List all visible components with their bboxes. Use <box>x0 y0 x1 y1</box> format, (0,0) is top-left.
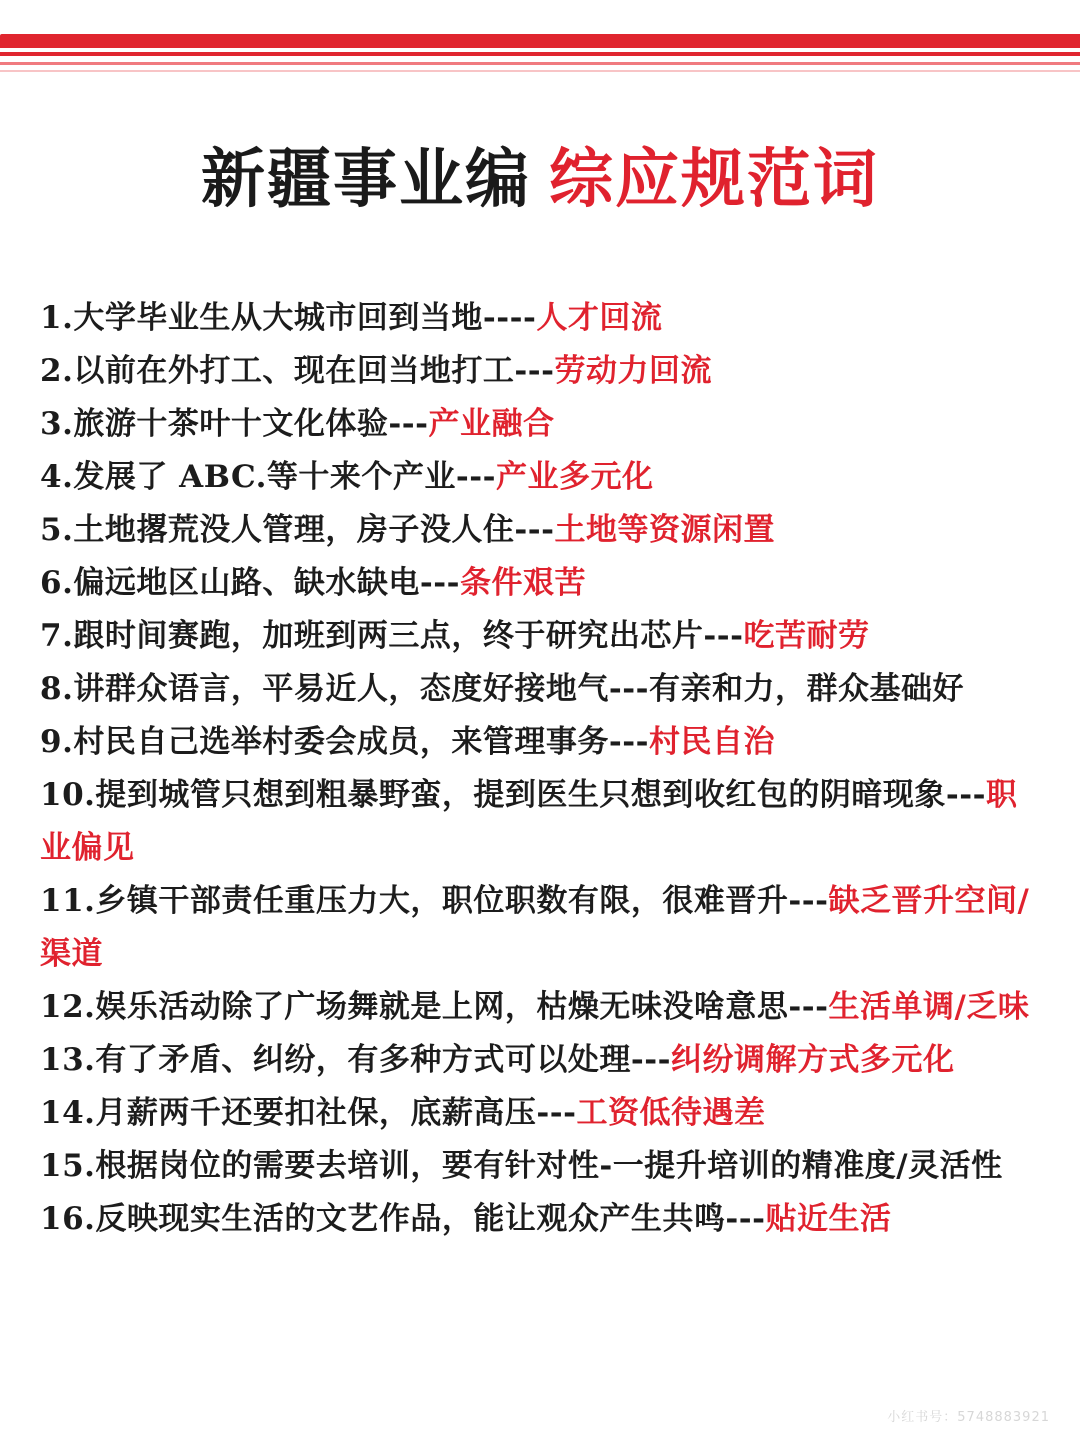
item-question: 11.乡镇干部责任重压力大，职位职数有限，很难晋升--- <box>40 883 829 919</box>
item-question: 1.大学毕业生从大城市回到当地---- <box>40 300 537 336</box>
item-question: 16.反映现实生活的文艺作品，能让观众产生共鸣--- <box>40 1201 766 1237</box>
list-item <box>40 398 1040 451</box>
list-item <box>40 1034 1040 1087</box>
list-item <box>40 345 1040 398</box>
item-answer: 职业偏见 <box>40 777 1018 866</box>
item-question: 9.村民自己选举村委会成员，来管理事务--- <box>40 724 649 760</box>
list-item <box>40 716 1040 769</box>
title-black-part: 新疆事业编 <box>201 142 531 217</box>
list-item <box>40 769 1040 875</box>
item-answer: 吃苦耐劳 <box>743 618 870 654</box>
list-item <box>40 981 1040 1034</box>
item-question: 7.跟时间赛跑，加班到两三点，终于研究出芯片--- <box>40 618 744 654</box>
item-answer: 土地等资源闲置 <box>554 512 775 548</box>
item-answer: 条件艰苦 <box>459 565 586 601</box>
list-item <box>40 504 1040 557</box>
list-item <box>40 1140 1040 1193</box>
item-question: 2.以前在外打工、现在回当地打工--- <box>40 353 555 389</box>
item-answer: 劳动力回流 <box>554 353 712 389</box>
item-question: 5.土地撂荒没人管理，房子没人住--- <box>40 512 555 548</box>
item-question: 10.提到城管只想到粗暴野蛮，提到医生只想到收红包的阴暗现象--- <box>40 777 987 813</box>
item-answer: 产业多元化 <box>496 459 654 495</box>
title-red-part: 综应规范词 <box>549 142 879 217</box>
top-red-stripes <box>0 34 1080 82</box>
item-answer: 工资低待遇差 <box>576 1095 766 1131</box>
item-answer: 生活单调/乏味 <box>828 989 1030 1025</box>
item-question: 15.根据岗位的需要去培训，要有针对性-一提升培训的精准度/灵活性 <box>40 1148 1003 1184</box>
item-answer: 贴近生活 <box>765 1201 892 1237</box>
watermark: 小红书号：5748883921 <box>887 1410 1050 1425</box>
list-item <box>40 610 1040 663</box>
item-question: 4.发展了 ABC.等十来个产业--- <box>40 459 497 495</box>
item-answer: 缺乏晋升空间/渠道 <box>40 883 1030 972</box>
item-answer: 纠纷调解方式多元化 <box>671 1042 955 1078</box>
item-answer: 产业融合 <box>428 406 555 442</box>
item-question: 12.娱乐活动除了广场舞就是上网，枯燥无味没啥意思--- <box>40 989 829 1025</box>
list-item <box>40 875 1040 981</box>
item-answer: 人才回流 <box>536 300 663 336</box>
list-item <box>40 1193 1040 1246</box>
list-item <box>40 663 1040 716</box>
item-question: 3.旅游十茶叶十文化体验--- <box>40 406 429 442</box>
list-item <box>40 451 1040 504</box>
item-question: 14.月薪两千还要扣社保，底薪高压--- <box>40 1095 577 1131</box>
list-item <box>40 292 1040 345</box>
term-list <box>40 292 1040 1246</box>
page-title <box>0 140 1080 220</box>
item-question: 13.有了矛盾、纠纷，有多种方式可以处理--- <box>40 1042 672 1078</box>
item-question: 8.讲群众语言，平易近人，态度好接地气---有亲和力，群众基础好 <box>40 671 964 707</box>
list-item <box>40 1087 1040 1140</box>
item-answer: 村民自治 <box>648 724 775 760</box>
item-question: 6.偏远地区山路、缺水缺电--- <box>40 565 460 601</box>
list-item <box>40 557 1040 610</box>
